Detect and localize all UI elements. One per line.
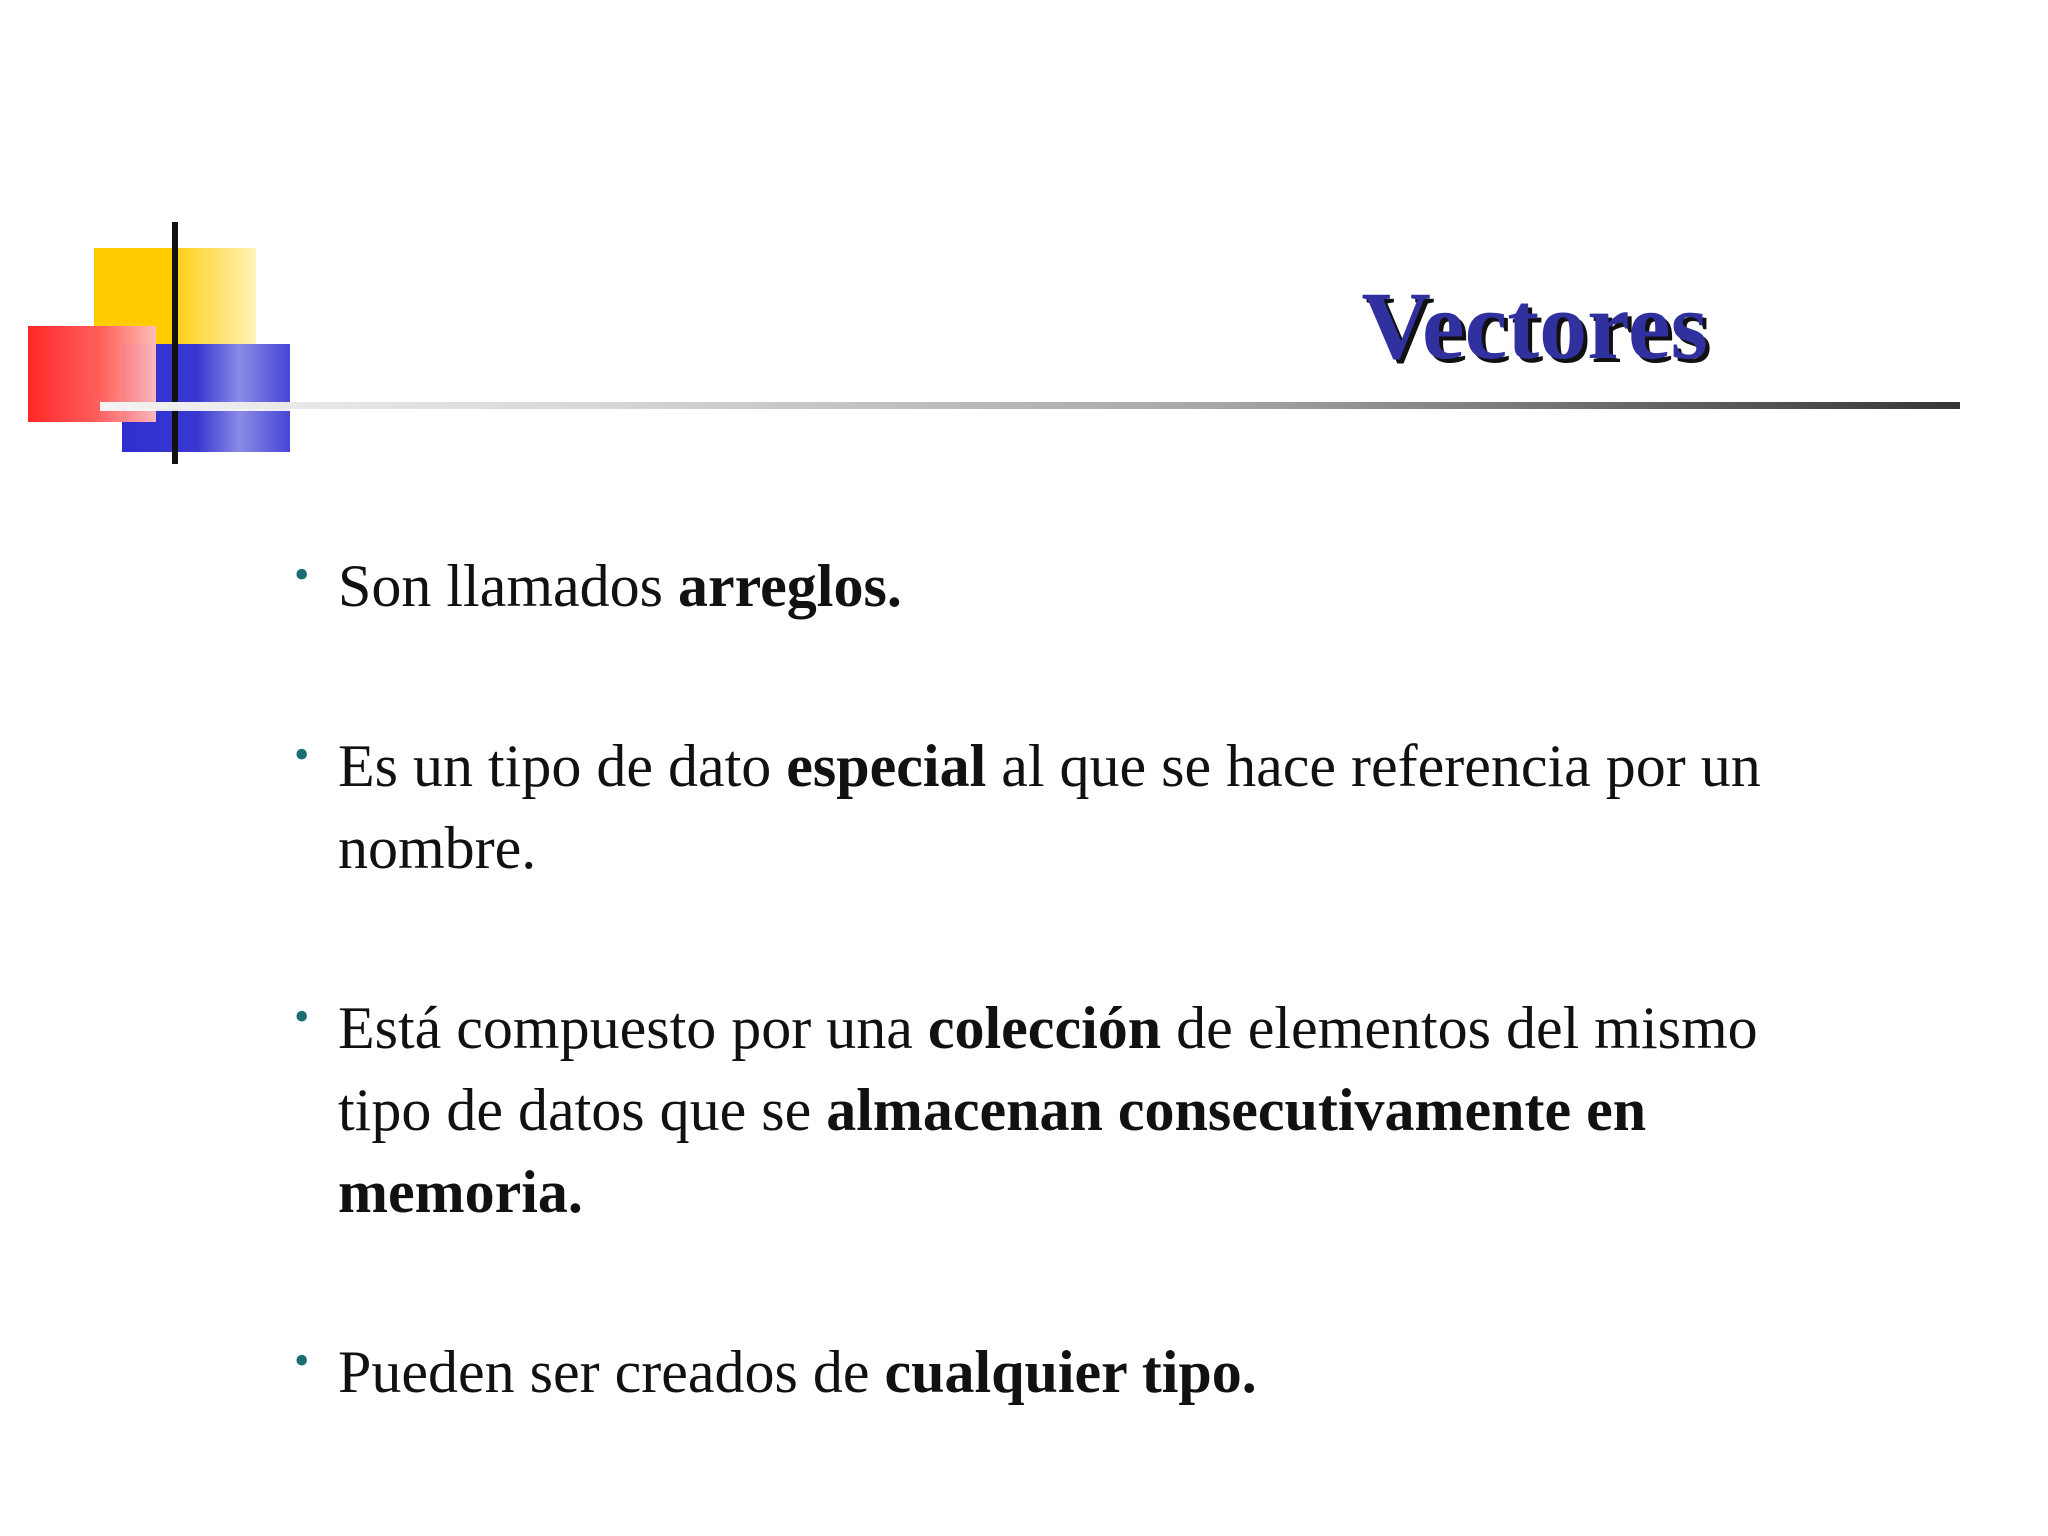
- bullet-item-3: [294, 987, 1860, 1233]
- bullet-list: [294, 545, 1860, 1413]
- logo-vertical-line: [172, 222, 178, 464]
- bullet-2-seg-2: especial: [786, 733, 987, 799]
- bullet-4-seg-1: Pueden ser creados de: [338, 1339, 885, 1405]
- bullet-dot-icon: •: [294, 550, 310, 599]
- bullet-1-seg-2: arreglos.: [678, 553, 902, 619]
- bullet-2-seg-1: Es un tipo de dato: [338, 733, 787, 799]
- bullet-item-1: [294, 545, 1860, 627]
- bullet-item-4: [294, 1331, 1860, 1413]
- bullet-dot-icon: •: [294, 1336, 310, 1385]
- bullet-item-2: [294, 725, 1860, 889]
- bullet-3-seg-3: de elementos del mismo tipo de datos que se: [338, 995, 1758, 1143]
- bullet-3-seg-1: Está compuesto por una: [338, 995, 928, 1061]
- bullet-dot-icon: •: [294, 992, 310, 1041]
- bullet-3-seg-2: colección: [927, 995, 1162, 1061]
- bullet-3-seg-4: almacenan consecutivamente en memoria.: [338, 1077, 1647, 1225]
- bullet-4-seg-2: cualquier tipo.: [884, 1339, 1257, 1405]
- title-rule: [100, 402, 1960, 409]
- slide-title: Vectores: [1361, 272, 1708, 379]
- bullet-dot-icon: •: [294, 730, 310, 779]
- bullet-1-seg-1: Son llamados: [338, 553, 678, 619]
- bullet-2-seg-3: al que se hace referencia por un nombre.: [338, 733, 1761, 881]
